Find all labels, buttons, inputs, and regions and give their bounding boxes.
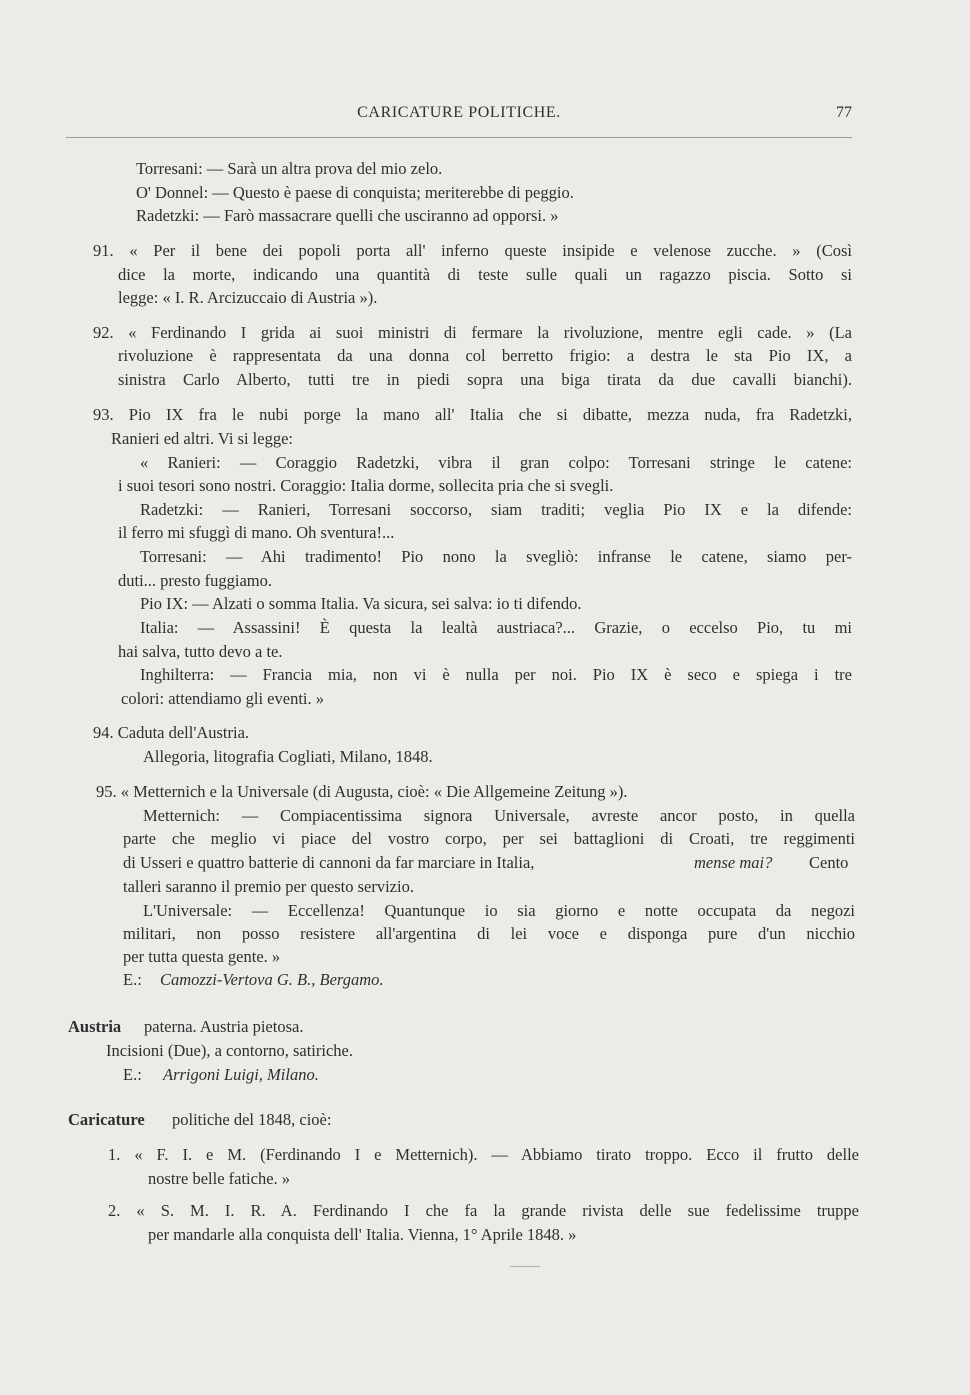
page-number: 77 — [836, 104, 852, 121]
bottom-rule — [510, 1266, 540, 1267]
text-line: colori: attendiamo gli eventi. » — [121, 689, 324, 708]
text-line: 2. « S. M. I. R. A. Ferdinando I che fa la grande rivista delle sue fedelissime truppe — [108, 1201, 859, 1220]
text-line: Allegoria, litografia Cogliati, Milano, 1848. — [143, 747, 433, 766]
text-line: « Ranieri: — Coraggio Radetzki, vibra il gran colpo: Torresani stringe le catene: — [140, 453, 852, 472]
text-line: parte che meglio vi piace del vostro corpo, per sei battaglioni di Croati, tre reggimenti — [123, 829, 855, 848]
text-line: Italia: — Assassini! È questa la lealtà austriaca?... Grazie, o eccelso Pio, tu mi — [140, 618, 852, 637]
text-line: politiche del 1848, cioè: — [172, 1110, 332, 1129]
text-line: 95. « Metternich e la Universale (di Augusta, cioè: « Die Allgemeine Zeitung »). — [96, 782, 628, 801]
text-line: di Usseri e quattro batterie di cannoni da far marciare in Italia, — [123, 853, 535, 872]
text-line: talleri saranno il premio per questo servizio. — [123, 877, 414, 896]
owner-label: E.: — [123, 1065, 142, 1084]
text-line: per tutta questa gente. » — [123, 947, 281, 966]
text-line: il ferro mi sfuggì di mano. Oh sventura!... — [118, 523, 395, 542]
entry-heading: Caricature — [68, 1110, 145, 1129]
text-line: Metternich: — Compiacentissima signora Universale, avreste ancor posto, in quella — [143, 806, 855, 825]
text-line: Radetzki: — Farò massacrare quelli che usciranno ad opporsi. » — [136, 206, 559, 225]
header-rule — [66, 137, 852, 138]
text-line: L'Universale: — Eccellenza! Quantunque io sia giorno e notte occupata da negozi — [143, 901, 855, 920]
text-line: Ranieri ed altri. Vi si legge: — [111, 429, 293, 448]
text-line: rivoluzione è rappresentata da una donna col berretto frigio: a destra le sta Pio IX, a — [118, 346, 852, 365]
text-line: Incisioni (Due), a contorno, satiriche. — [106, 1041, 353, 1060]
text-line: legge: « I. R. Arcizuccaio di Austria »). — [118, 288, 378, 307]
entry-heading: Austria — [68, 1017, 122, 1036]
text-line: Radetzki: — Ranieri, Torresani soccorso, siam traditi; veglia Pio IX e la difende: — [140, 500, 852, 519]
owner-name: Camozzi-Vertova G. B., Bergamo. — [160, 970, 384, 989]
text-line: sinistra Carlo Alberto, tutti tre in piedi sopra una biga tirata da due cavalli bianchi). — [118, 370, 852, 389]
owner-name: Arrigoni Luigi, Milano. — [163, 1065, 319, 1084]
text-line: per mandarle alla conquista dell' Italia. Vienna, 1° Aprile 1848. » — [148, 1225, 577, 1244]
text-line: Cento — [809, 853, 849, 872]
text-line: Pio IX: — Alzati o somma Italia. Va sicura, sei salva: io ti difendo. — [140, 594, 582, 613]
running-title: CARICATURE POLITICHE. — [357, 104, 561, 121]
text-line: dice la morte, indicando una quantità di teste sulle quali un ragazzo piscia. Sotto si — [118, 265, 852, 284]
running-header — [66, 104, 852, 128]
text-line: 93. Pio IX fra le nubi porge la mano all' Italia che si dibatte, mezza nuda, fra Radetzki, — [93, 405, 852, 424]
text-line: Torresani: — Ahi tradimento! Pio nono la svegliò: infranse le catene, siamo per- — [140, 547, 852, 566]
text-line: O' Donnel: — Questo è paese di conquista; meriterebbe di peggio. — [136, 183, 574, 202]
text-line: nostre belle fatiche. » — [148, 1169, 291, 1188]
text-line: i suoi tesori sono nostri. Coraggio: Italia dorme, sollecita pria che si svegli. — [118, 476, 614, 495]
text-line: 94. Caduta dell'Austria. — [93, 723, 250, 742]
text-line: militari, non posso resistere all'argentina di lei voce e disponga pure d'un nicchio — [123, 924, 855, 943]
text-line: hai salva, tutto devo a te. — [118, 642, 283, 661]
italic-phrase: mense mai? — [694, 853, 773, 872]
text-line: duti... presto fuggiamo. — [118, 571, 272, 590]
text-line: 91. « Per il bene dei popoli porta all' inferno queste insipide e velenose zucche. » (Così — [93, 241, 852, 260]
text-line: 92. « Ferdinando I grida ai suoi ministri di fermare la rivoluzione, mentre egli cade. » (La — [93, 323, 852, 342]
text-line: Inghilterra: — Francia mia, non vi è nulla per noi. Pio IX è seco e spiega i tre — [140, 665, 852, 684]
owner-label: E.: — [123, 970, 142, 989]
text-line: paterna. Austria pietosa. — [144, 1017, 304, 1036]
text-line: Torresani: — Sarà un altra prova del mio zelo. — [136, 159, 443, 178]
text-line: 1. « F. I. e M. (Ferdinando I e Metternich). — Abbiamo tirato troppo. Ecco il frutto delle — [108, 1145, 859, 1164]
